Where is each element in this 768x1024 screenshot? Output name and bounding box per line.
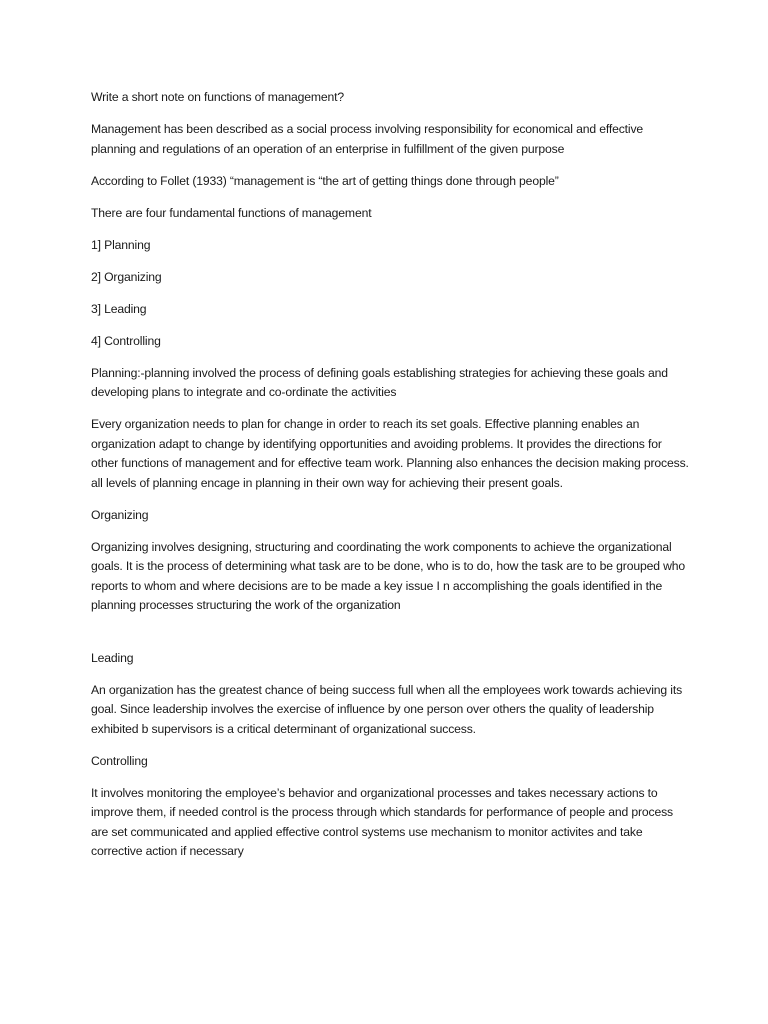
leading-heading: Leading (91, 650, 134, 665)
controlling-heading: Controlling (91, 753, 148, 768)
function-list-item-leading: 3] Leading (91, 301, 147, 316)
planning-detail-paragraph: Every organization needs to plan for change in order to reach its set goals. Effective planning enables an organization adapt to change by identifying opportunities and avoiding problems. It provides the directions for other functions of management and for effective team work. Planning also enhances the decision making process. all levels of planning encage in planning in their own way for achieving their present goals. (91, 417, 689, 490)
functions-intro-paragraph: There are four fundamental functions of management (91, 205, 372, 220)
function-list-item-organizing: 2] Organizing (91, 269, 162, 284)
controlling-paragraph: It involves monitoring the employee’s behavior and organizational processes and takes necessary actions to improve them, if needed control is the process through which standards for performance of people and process are set communicated and applied effective control systems use mechanism to monitor activites and take corrective action if necessary (91, 785, 673, 858)
leading-paragraph: An organization has the greatest chance of being success full when all the employees work towards achieving its goal. Since leadership involves the exercise of influence by one person over others the quality of leadership exhibited b supervisors is a critical determinant of organizational success. (91, 682, 683, 736)
planning-definition-paragraph: Planning:-planning involved the process of defining goals establishing strategies for achieving these goals and developing plans to integrate and co-ordinate the activities (91, 365, 668, 399)
organizing-paragraph: Organizing involves designing, structuring and coordinating the work components to achieve the organizational goals. It is the process of determining what task are to be done, who is to do, how the task are to be grouped who reports to whom and where decisions are to be made a key issue I n accomplishing the goals identified in the planning processes structuring the work of the organization (91, 539, 685, 612)
follet-quote-paragraph: According to Follet (1933) “management is “the art of getting things done through people” (91, 173, 559, 188)
question-title: Write a short note on functions of management? (91, 90, 345, 104)
function-list-item-controlling: 4] Controlling (91, 333, 161, 348)
organizing-heading: Organizing (91, 507, 149, 522)
management-definition-paragraph: Management has been described as a social process involving responsibility for economical and effective planning and regulations of an operation of an enterprise in fulfillment of the given purpose (91, 122, 644, 156)
function-list-item-planning: 1] Planning (91, 237, 151, 252)
document-body (91, 88, 691, 874)
